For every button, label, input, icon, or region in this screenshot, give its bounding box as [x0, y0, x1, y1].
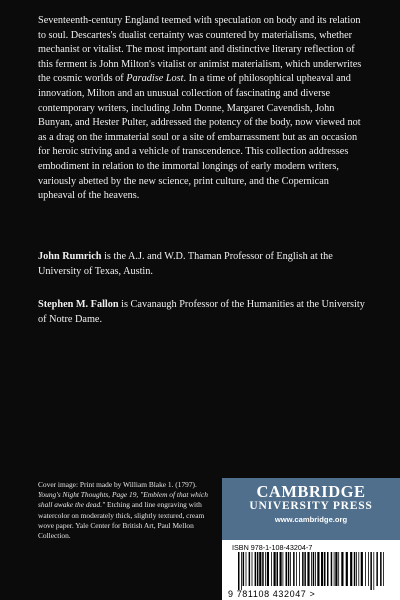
barcode-bar — [370, 552, 372, 590]
book-description-paragraph — [38, 14, 366, 204]
barcode-bar — [354, 552, 356, 586]
publisher-logo-box — [222, 478, 400, 540]
barcode-bar — [252, 552, 253, 586]
barcode-bar — [350, 552, 352, 586]
barcode-bar — [327, 552, 329, 586]
barcode-bar — [317, 552, 319, 586]
barcode-bar — [334, 552, 335, 586]
barcode-bar — [283, 552, 284, 586]
barcode-bar — [331, 552, 333, 586]
barcode-bar — [274, 552, 276, 586]
isbn-label — [232, 543, 312, 552]
barcode-bar — [383, 552, 384, 586]
credit-text-2: Etching and line engraving with watercolor on moderately thick, slightly textured, cream wove paper. Yale Center for British Art, Paul Mellon Collection. — [38, 500, 205, 541]
barcode-bar — [373, 552, 374, 590]
publisher-name: CAMBRIDGE — [256, 482, 366, 501]
author-bio-fallon — [38, 298, 366, 327]
barcode-bar — [365, 552, 366, 586]
barcode-bar — [315, 552, 316, 586]
barcode-addon-mark: > — [309, 589, 316, 599]
isbn-number: ISBN 978-1-108-43204-7 — [232, 543, 313, 552]
barcode-bar — [271, 552, 272, 586]
author-bio-rumrich — [38, 250, 366, 279]
barcode-bar — [304, 552, 306, 586]
author-name: John Rumrich — [38, 251, 102, 262]
barcode-bar — [380, 552, 382, 586]
barcode-bar — [302, 552, 304, 586]
barcode-bar — [321, 552, 323, 586]
barcode-bar — [293, 552, 295, 586]
barcode-bar — [257, 552, 259, 586]
barcode-bar — [265, 552, 266, 586]
barcode-bar — [280, 552, 282, 586]
barcode-number: 9 781108 432047 — [228, 589, 307, 599]
barcode-bar — [241, 552, 242, 590]
barcode-bar — [376, 552, 378, 586]
barcode-bar — [307, 552, 309, 586]
description-text-1: Seventeenth-century England teemed with speculation on body and its relation to soul. Descartes's dualist certainty was countered by materialisms, whether mechanist or vitalist. The most important and distinctive literary reflection of this ferment is John Milton's vitalist or animist materialism, which underwrites the cosmic worlds of — [38, 15, 362, 85]
barcode-bar — [341, 552, 343, 586]
barcode-bar — [356, 552, 357, 586]
barcode-bar — [249, 552, 251, 586]
barcode-digits — [228, 590, 315, 599]
publisher-url: www.cambridge.org — [274, 515, 348, 524]
barcode-bar — [346, 552, 348, 586]
barcode-bar — [338, 552, 339, 586]
credit-artwork-title: Young's Night Thoughts, Page 19, "Emblem of that which shall awake the dead." — [38, 490, 208, 510]
barcode-bar — [290, 552, 291, 586]
barcode-bar — [277, 552, 279, 586]
barcode-bar — [286, 552, 288, 586]
description-book-title: Paradise Lost — [126, 73, 184, 85]
barcode-bar — [296, 552, 297, 586]
publisher-subtitle: UNIVERSITY PRESS — [249, 500, 373, 512]
barcode-bar — [361, 552, 363, 586]
credit-text-1: Cover image: Print made by William Blake 1. (1797). — [38, 480, 197, 489]
author-bio-text: is Cavanaugh Professor of the Humanities at the University of Notre Dame. — [38, 299, 365, 325]
barcode-bar — [255, 552, 257, 586]
barcode-bar — [238, 552, 240, 590]
barcode-icon — [236, 552, 388, 590]
description-text-2: . In a time of philosophical upheaval and innovation, Milton and an unusual collection of fascinating and diverse contemporary writers, including John Donne, Margaret Cavendish, John Bunyan, and Hester Pulter, addressed the potency of the body, now viewed not as a drag on the immaterial soul or a site of embarrassment but as an occasion for heroic striving and a vehicle of transcendence. This collection addresses embodiment in relation to the immortal longings of early modern writers, variously abetted by the new science, print culture, and the Copernican upheaval of the heavens. — [38, 73, 361, 202]
barcode-bar — [262, 552, 264, 586]
barcode-bar — [267, 552, 269, 586]
barcode-bar — [259, 552, 261, 586]
barcode-bar — [358, 552, 359, 586]
barcode-bar — [288, 552, 290, 586]
barcode-panel — [222, 540, 400, 600]
author-name: Stephen M. Fallon — [38, 299, 119, 310]
barcode-bar — [311, 552, 312, 586]
barcode-bar — [243, 552, 245, 586]
barcode-bar — [368, 552, 369, 586]
barcode-bar — [246, 552, 247, 586]
barcode-bar — [313, 552, 315, 586]
cover-image-credit — [38, 480, 214, 541]
book-description — [38, 14, 366, 204]
barcode-bar — [299, 552, 300, 586]
barcode-bar — [335, 552, 337, 586]
author-bio-text: is the A.J. and W.D. Thaman Professor of English at the University of Texas, Austin. — [38, 251, 333, 277]
barcode-bar — [324, 552, 326, 586]
